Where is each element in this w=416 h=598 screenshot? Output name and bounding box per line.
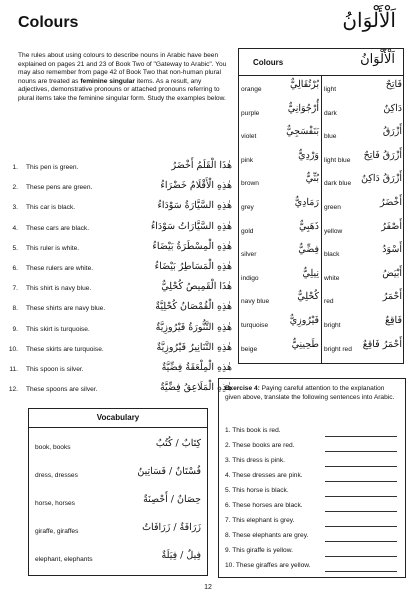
example-row [6,342,232,356]
example-english: This ruler is white. [26,244,80,252]
example-english: These rulers are white. [26,265,94,272]
example-english: This shirt is navy blue. [26,285,92,293]
colour-arabic: بُرْتُقَالِيٌّ [289,79,319,90]
vocabulary-box [28,408,208,576]
example-english: This car is black. [26,204,76,212]
colour-arabic: نِيلِيٌّ [302,267,319,279]
example-arabic: هٰذِهِ التَّنَانِيرُ فَيْرُوزِيَّةٌ [156,341,232,353]
vocabulary-english: elephant, elephants [35,556,93,563]
colour-arabic: أَسْوَدُ [382,244,402,256]
exercise-sentence: 7. This elephant is grey. [225,517,295,524]
colour-item [322,197,404,216]
example-number: 3. [12,204,18,212]
example-row [6,281,232,295]
example-row [6,261,232,275]
example-number: 11. [9,366,18,373]
answer-line [325,481,397,482]
example-number: 12. [8,386,18,394]
example-row [6,180,232,194]
colour-arabic: فِضِّيٌّ [298,244,319,256]
colour-item [239,173,321,192]
colour-english: grey [241,204,254,211]
exercise-sentence: 1. This book is red. [225,427,281,434]
colour-english: green [324,204,341,211]
exercise-item [225,545,399,558]
colours-heading-arabic: اَلْأَلْوَانُ [360,52,395,67]
colour-english: bright [324,322,341,329]
colour-arabic: فَاقِعٌ [384,315,402,326]
colour-item [239,291,321,310]
example-row [6,221,232,235]
colour-english: white [324,274,340,282]
colour-item [239,244,321,263]
vocabulary-english: horse, horses [35,500,75,507]
page-title: Colours [18,14,79,31]
exercise-4-box [218,378,406,578]
exercise-item [225,515,399,528]
colour-english: navy blue [241,298,270,306]
colour-item [239,150,321,169]
example-english: This spoon is silver. [26,366,84,373]
exercise-item [225,485,399,498]
example-english: This pen is green. [26,164,79,171]
example-row [6,241,232,255]
example-arabic: هٰذِهِ السَّيَّارَاتُ سَوْدَاءُ [150,220,232,232]
colour-english: purple [241,109,260,117]
example-arabic: هٰذِهِ الْمِسْطَرَةُ بَيْضَاءُ [152,240,232,252]
vocabulary-arabic: فِيلٌ / فِيَلَةٌ [161,550,201,561]
exercise-sentence: 4. These dresses are pink. [225,472,303,479]
colour-english: dark blue [324,180,352,188]
example-english: These spoons are silver. [26,386,98,394]
colour-arabic: أُرْجُوَانِيٌّ [287,102,319,114]
colour-arabic: أَحْمَرُ [382,291,402,303]
answer-line [325,466,397,467]
colour-arabic: أَصْفَرُ [381,220,402,232]
intro-paragraph: The rules about using colours to describe nouns in Arabic have been explained on pages 21 and 23 of Book Two of "Gateway to Arabic". You may also remember from page 42 of Book Two that non-human plural nouns are treated as feminine singular items. As a result, any adjectives, demonstrative pronouns or attached pronouns referring to plural items take the feminine singular form. Study the examples below. [18,52,227,102]
example-arabic: هٰذِهِ الْمَسَاطِرُ بَيْضَاءُ [154,261,232,272]
colour-english: red [324,298,334,306]
exercise-item [225,455,399,468]
example-english: These shirts are navy blue. [26,305,106,313]
colours-heading: Colours [253,58,284,67]
exercise-4-label: Exercise 4: [225,385,260,392]
example-arabic: هٰذِهِ الْمَلَاعِقُ فِضِّيَّةٌ [159,382,232,394]
example-number: 9. [12,325,18,333]
answer-line [325,436,397,437]
example-row [6,362,232,376]
example-arabic: هٰذِهِ السَّيَّارَةُ سَوْدَاءُ [157,200,232,212]
colour-item [322,339,404,358]
colour-arabic: أَبْيَضُ [382,267,402,279]
colour-arabic: أَزْرَقُ فَاتِحٌ [363,149,402,161]
answer-line [325,526,397,527]
example-arabic: هٰذِهِ الْأَقْلَامُ خَضْرَاءُ [160,180,232,192]
example-row [6,160,232,174]
exercise-item [225,530,399,543]
colour-arabic: أَحْمَرُ فَاقِعٌ [362,338,402,350]
colour-arabic: كُحْلِيٌّ [297,291,319,303]
colour-arabic: أَزْرَقُ [382,126,402,138]
example-english: These skirts are turquoise. [26,345,104,353]
example-number: 6. [12,265,18,272]
exercise-sentence: 5. This horse is black. [225,487,289,494]
colour-arabic: ذَهَبِيٌّ [298,220,319,232]
vocabulary-item [35,463,201,487]
colour-item [239,221,321,240]
answer-line [325,556,397,557]
colour-english: pink [241,156,254,164]
vocabulary-arabic: زَرَافَةٌ / زَرَافَاتٌ [142,522,201,533]
colour-item [322,103,404,122]
colour-english: beige [241,345,258,353]
vocabulary-item [35,491,201,515]
exercise-sentence: 8. These elephants are grey. [225,532,309,539]
colour-item [322,291,404,310]
colour-english: bright red [324,345,352,353]
colour-english: light blue [324,156,351,164]
example-arabic: هٰذِهِ الْمِلْعَقَةُ فِضِّيَّةٌ [161,362,232,373]
colour-item [239,197,321,216]
example-english: This skirt is turquoise. [26,325,90,333]
example-english: These cars are black. [26,224,90,232]
colour-arabic: فَاتِحٌ [385,79,402,90]
exercise-sentence: 6. These horses are black. [225,502,303,509]
vocabulary-item [35,519,201,543]
exercise-sentence: 3. This dress is pink. [225,457,285,464]
colour-english: turquoise [241,322,269,329]
colour-item [322,221,404,240]
colours-table [238,48,404,364]
colour-arabic: أَزْرَقُ دَاكِنٌ [361,173,402,185]
colour-item [322,315,404,334]
colour-english: dark [324,109,337,117]
colours-table-header [239,49,403,76]
colour-arabic: بَنَفْسَجِيٌّ [286,126,319,138]
exercise-item [225,470,399,483]
page-number: 12 [204,584,212,591]
exercise-sentence: 9. This giraffe is yellow. [225,547,293,554]
intro-bold: feminine singular [80,77,135,85]
exercise-item [225,500,399,513]
colour-english: yellow [324,227,343,235]
example-row [6,301,232,315]
answer-line [325,511,397,512]
colour-english: gold [241,227,254,235]
example-number: 2. [12,184,18,192]
colour-item [239,315,321,334]
exercise-sentence: 10. These giraffes are yellow. [225,562,311,569]
example-arabic: هٰذَا الْقَلَمُ أَخْضَرُ [171,160,232,171]
colour-item [322,244,404,263]
vocabulary-english: dress, dresses [35,472,78,479]
colour-item [239,268,321,287]
exercise-item [225,425,399,438]
colour-arabic: رَمَادِيٌّ [294,197,319,208]
colour-arabic: دَاكِنٌ [383,102,402,114]
vocabulary-item [35,435,201,459]
colour-item [322,173,404,192]
vocabulary-heading: Vocabulary [29,409,207,428]
colour-english: light [324,86,337,93]
example-english: These pens are green. [26,184,93,192]
answer-line [325,451,397,452]
colour-item [322,79,404,98]
example-number: 7. [12,285,18,293]
vocabulary-arabic: فُسْتَانٌ / فَسَاتِينُ [137,466,201,477]
example-number: 10. [8,345,18,353]
example-row [6,322,232,336]
example-row [6,382,232,396]
exercise-sentence: 2. These books are red. [225,442,295,449]
page-title-arabic: اَلْأَلْوَانُ [342,8,396,32]
colour-arabic: أَخْضَرُ [380,197,402,208]
vocabulary-arabic: كِتَابٌ / كُتُبٌ [155,438,201,449]
example-arabic: هٰذَا الْقَمِيصُ كُحْلِيٌّ [161,281,232,293]
colour-item [239,79,321,98]
colour-arabic: بُنِّيٌّ [305,173,319,185]
colour-english: brown [241,180,259,188]
exercise-item [225,440,399,453]
answer-line [325,541,397,542]
vocabulary-arabic: حِصَانٌ / أَحْصِنَةٌ [143,494,201,505]
vocabulary-item [35,547,201,571]
example-number: 4. [12,224,18,232]
example-row [6,200,232,214]
colour-item [322,268,404,287]
colour-item [322,150,404,169]
colour-english: orange [241,86,262,93]
example-arabic: هٰذِهِ التَّنُّورَةُ فَيْرُوزِيَّةٌ [155,321,232,333]
example-arabic: هٰذِهِ الْقُمْصَانُ كُحْلِيَّةٌ [155,301,232,313]
example-number: 8. [12,305,18,313]
example-number: 1. [12,164,18,171]
colour-english: blue [324,133,337,141]
colour-item [322,126,404,145]
colour-item [239,103,321,122]
colour-arabic: وَرْدِيٌّ [298,149,319,161]
vocabulary-english: book, books [35,444,71,451]
answer-line [325,496,397,497]
colour-item [239,339,321,358]
exercise-item [225,560,399,573]
example-number: 5. [12,244,18,252]
vocabulary-english: giraffe, giraffes [35,528,79,535]
colour-english: black [324,251,340,259]
colour-english: silver [241,251,257,259]
colour-arabic: فَيْرُوزِيٌّ [289,315,319,326]
answer-line [325,571,397,572]
colour-item [239,126,321,145]
colour-english: indigo [241,274,259,282]
exercise-4-instructions: Exercise 4: Paying careful attention to the explanation given above, translate the following sentences into Arabic. [225,385,395,401]
colour-english: violet [241,133,257,141]
colour-arabic: طَحِينِيٌّ [291,338,319,350]
